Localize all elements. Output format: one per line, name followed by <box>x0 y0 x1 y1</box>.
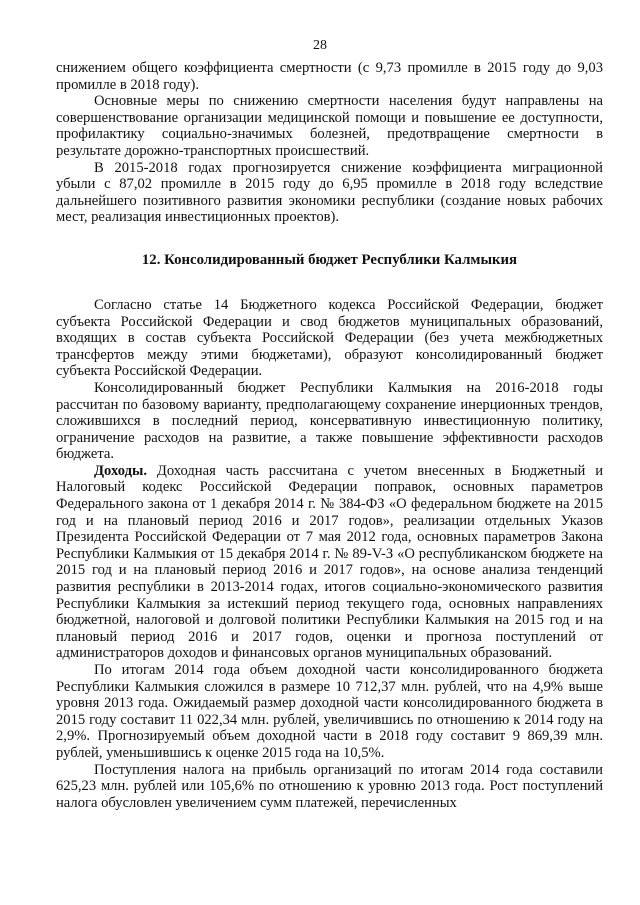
revenue-text: Доходная часть рассчитана с учетом внесенных в Бюджетный и Налоговый кодекс Российской Федерации поправок, основных параметров Федерального закона от 1 декабря 2014 г. № 384-ФЗ «О федеральном бюджете на 2015 год и на плановый период 2016 и 2017 годов», реализации отдельных Указов Президента Российской Федерации от 7 мая 2012 года, основных параметров Закона Республики Калмыкия от 15 декабря 2014 г. № 89-V-З «О республиканском бюджете на 2015 год и на плановый период 2016 и 2017 годов», на основе анализа тенденций развития республики в 2013-2014 годах, итогов социально-экономического развития Республики Калмыкия за истекший период текущего года, основных направлениях бюджетной, налоговой и долговой политики Республики Калмыкия на 2015 год и на плановый период 2016 и 2017 годов, оценки и прогноза поступлений от администраторов доходов и финансовых органов муниципальных образований. <box>56 462 603 662</box>
profit-tax-paragraph: Поступления налога на прибыль организаций по итогам 2014 года составили 625,23 млн. рублей или 105,6% по отношению к уровню 2013 года. Рост поступлений налога обусловлен увеличением сумм платежей, перечисленных <box>56 761 603 811</box>
section-title: 12. Консолидированный бюджет Республики Калмыкия <box>141 251 518 268</box>
intro-paragraph-mortality-measures: Основные меры по снижению смертности населения будут направлены на совершенствование организации медицинской помощи и повышение ее доступности, профилактику социально-значимых болезней, предотвращение смертности в результате дорожно-транспортных происшествий. <box>56 93 603 159</box>
budget-definition-paragraph: Согласно статье 14 Бюджетного кодекса Российской Федерации, бюджет субъекта Российской Федерации и свод бюджетов муниципальных образований, входящих в состав субъекта Российской Федерации (без учета межбюджетных трансфертов между этими бюджетами), образуют консолидированный бюджет субъекта Российской Федерации. <box>56 296 603 380</box>
budget-scenario-paragraph: Консолидированный бюджет Республики Калмыкия на 2016-2018 годы рассчитан по базовому варианту, предполагающему сохранение инерционных трендов, сложившихся в последний период, консервативную инвестиционную политику, ограничение расходов на развитие, а также повышение эффективности расходов бюджета. <box>56 379 603 463</box>
revenue-results-paragraph: По итогам 2014 года объем доходной части консолидированного бюджета Республики Калмыкия сложился в размере 10 712,37 млн. рублей, что на 4,9% выше уровня 2013 года. Ожидаемый размер доходной части консолидированного бюджета в 2015 году составит 11 022,34 млн. рублей, увеличившись по отношению к 2014 году на 2,9%. Прогнозируемый объем доходной части в 2018 году составит 9 869,39 млн. рублей, уменьшившись к оценке 2015 года на 10,5%. <box>56 662 603 761</box>
intro-paragraph-migration: В 2015-2018 годах прогнозируется снижение коэффициента миграционной убыли с 87,02 промилле в 2015 году до 6,95 промилле в 2018 году вследствие дальнейшего позитивного развития экономики республики (создание новых рабочих мест, реализация инвестиционных проектов). <box>56 159 603 226</box>
page-content <box>56 60 603 811</box>
intro-paragraph-continuation: снижением общего коэффициента смертности (с 9,73 промилле в 2015 году до 9,03 промилле в 2018 году). <box>56 60 603 93</box>
page-number: 28 <box>313 38 327 53</box>
revenue-paragraph <box>56 463 603 662</box>
revenue-lead: Доходы. <box>94 462 148 479</box>
